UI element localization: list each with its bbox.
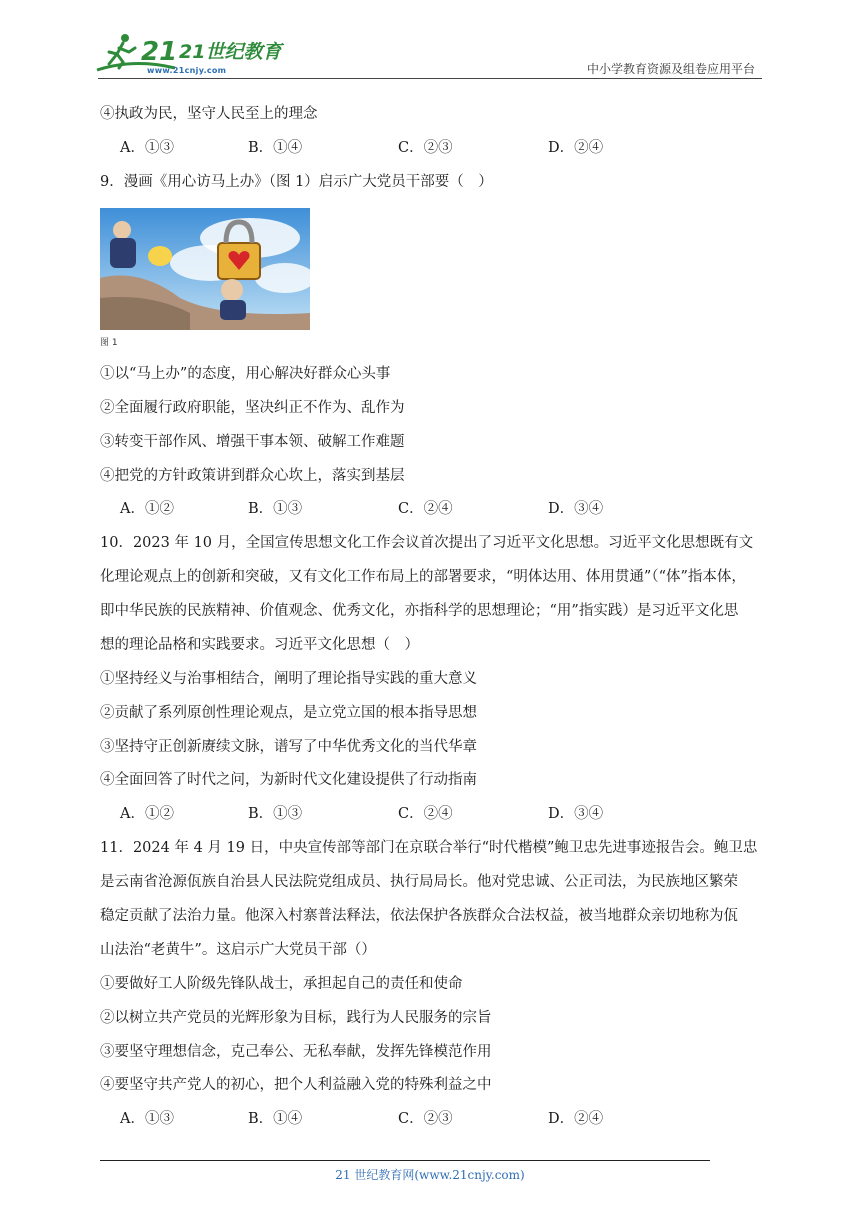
q10-item-4: ④全面回答了时代之问，为新时代文化建设提供了行动指南 bbox=[100, 772, 477, 788]
q11-stem-line-4: 山法治“老黄牛”。这启示广大党员干部（） bbox=[100, 942, 376, 958]
footer-link[interactable]: 21 世纪教育网(www.21cnjy.com) bbox=[335, 1168, 525, 1182]
q9-item-3: ③转变干部作风、增强干事本领、破解工作难题 bbox=[100, 434, 405, 450]
q11-option-a[interactable]: A．①③ bbox=[120, 1111, 174, 1127]
header-divider bbox=[98, 78, 762, 79]
site-logo[interactable] bbox=[95, 30, 282, 78]
logo-text: 21世纪教育 bbox=[179, 41, 282, 63]
svg-text:21: 21 bbox=[141, 37, 178, 67]
q11-option-c[interactable]: C．②③ bbox=[398, 1111, 453, 1127]
q9-option-a[interactable]: A．①② bbox=[120, 501, 174, 517]
q10-option-c[interactable]: C．②④ bbox=[398, 806, 453, 822]
q10-item-2: ②贡献了系列原创性理论观点，是立党立国的根本指导思想 bbox=[100, 705, 477, 721]
q9-option-c[interactable]: C．②④ bbox=[398, 501, 453, 517]
q11-item-2: ②以树立共产党员的光辉形象为目标，践行为人民服务的宗旨 bbox=[100, 1010, 492, 1026]
q9-item-4: ④把党的方针政策讲到群众心坎上，落实到基层 bbox=[100, 468, 405, 484]
q11-stem-line-3: 稳定贡献了法治力量。他深入村寨普法释法，依法保护各族群众合法权益，被当地群众亲切地称为佤 bbox=[100, 908, 738, 924]
q11-item-3: ③要坚守理想信念，克己奉公、无私奉献，发挥先锋模范作用 bbox=[100, 1044, 492, 1060]
q10-stem-line-2: 化理论观点上的创新和突破，又有文化工作布局上的部署要求，“明体达用、体用贯通”（“体”指本体， bbox=[100, 569, 746, 585]
q11-option-d[interactable]: D．②④ bbox=[548, 1111, 604, 1127]
q10-option-d[interactable]: D．③④ bbox=[548, 806, 604, 822]
q10-stem-line-1: 10．2023 年 10 月，全国宣传思想文化工作会议首次提出了习近平文化思想。习近平文化思想既有文 bbox=[100, 535, 754, 551]
q9-cartoon-image bbox=[100, 208, 310, 330]
q9-stem: 9．漫画《用心访马上办》（图 1）启示广大党员干部要（ ） bbox=[100, 174, 493, 190]
q9-option-b[interactable]: B．①③ bbox=[248, 501, 303, 517]
q11-options bbox=[120, 1109, 740, 1129]
footer-divider bbox=[100, 1160, 710, 1161]
q9-option-d[interactable]: D．③④ bbox=[548, 501, 604, 517]
q10-options bbox=[120, 804, 740, 824]
q10-option-a[interactable]: A．①② bbox=[120, 806, 174, 822]
q8-options bbox=[120, 138, 740, 158]
q10-item-3: ③坚持守正创新赓续文脉，谱写了中华优秀文化的当代华章 bbox=[100, 739, 477, 755]
q11-option-b[interactable]: B．①④ bbox=[248, 1111, 303, 1127]
logo-url: www.21cnjy.com bbox=[147, 66, 227, 75]
q9-figure-caption: 图 1 bbox=[100, 338, 118, 348]
q11-item-4: ④要坚守共产党人的初心，把个人利益融入党的特殊利益之中 bbox=[100, 1077, 492, 1093]
q8-option-a[interactable]: A．①③ bbox=[120, 140, 174, 156]
q8-option-b[interactable]: B．①④ bbox=[248, 140, 303, 156]
q10-stem-line-3: 即中华民族的民族精神、价值观念、优秀文化，亦指科学的思想理论；“用”指实践）是习近平文化思 bbox=[100, 603, 739, 619]
page-header bbox=[0, 0, 860, 80]
q10-item-1: ①坚持经义与治事相结合，阐明了理论指导实践的重大意义 bbox=[100, 671, 477, 687]
q9-item-2: ②全面履行政府职能，坚决纠正不作为、乱作为 bbox=[100, 400, 405, 416]
q8-option-d[interactable]: D．②④ bbox=[548, 140, 604, 156]
q11-item-1: ①要做好工人阶级先锋队战士，承担起自己的责任和使命 bbox=[100, 976, 463, 992]
q10-option-b[interactable]: B．①③ bbox=[248, 806, 303, 822]
q8-item-4: ④执政为民，坚守人民至上的理念 bbox=[100, 106, 318, 122]
q9-item-1: ①以“马上办”的态度，用心解决好群众心头事 bbox=[100, 366, 391, 382]
q9-options bbox=[120, 499, 740, 519]
q11-stem-line-1: 11．2024 年 4 月 19 日，中央宣传部等部门在京联合举行“时代楷模”鲍卫忠先进事迹报告会。鲍卫忠 bbox=[100, 840, 758, 856]
platform-title: 中小学教育资源及组卷应用平台 bbox=[586, 62, 755, 76]
q10-stem-line-4: 想的理论品格和实践要求。习近平文化思想（ ） bbox=[100, 637, 419, 653]
q8-option-c[interactable]: C．②③ bbox=[398, 140, 453, 156]
q11-stem-line-2: 是云南省沧源佤族自治县人民法院党组成员、执行局局长。他对党忠诚、公正司法，为民族地区繁荣 bbox=[100, 874, 738, 890]
